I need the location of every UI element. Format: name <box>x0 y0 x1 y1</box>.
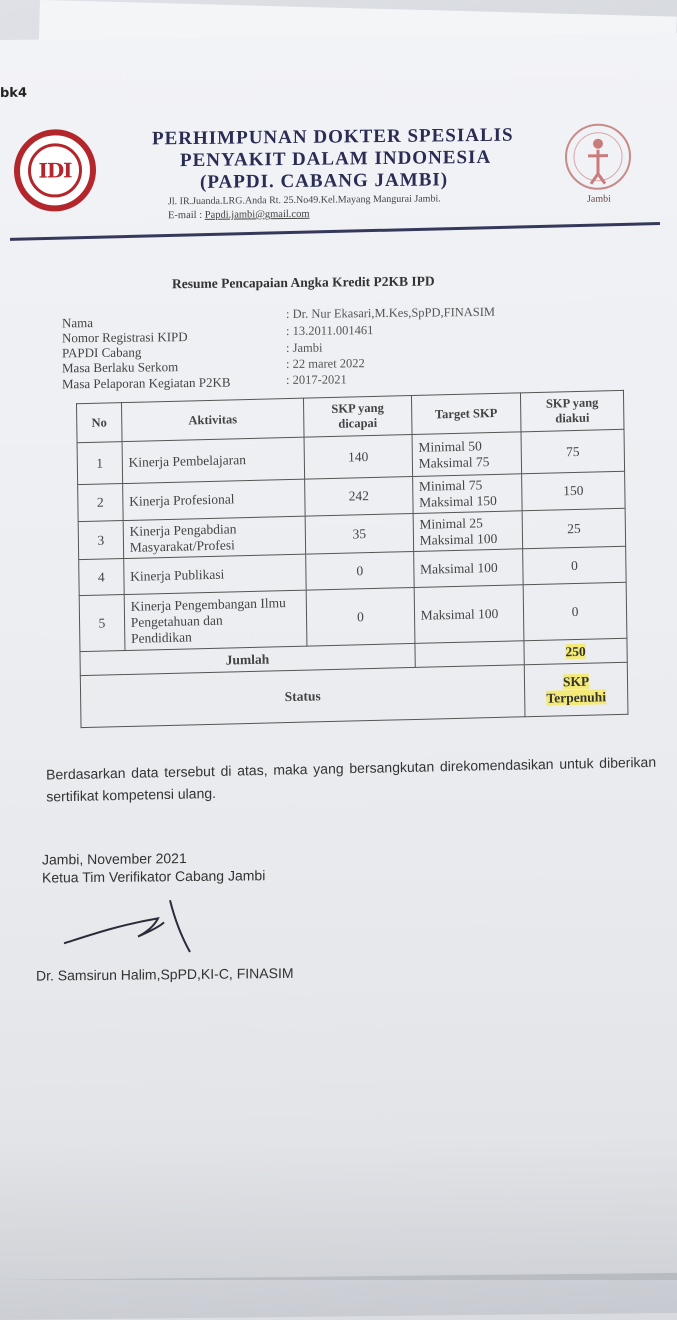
row-aktivitas: Kinerja Profesional <box>122 479 305 520</box>
signer-role: Ketua Tim Verifikator Cabang Jambi <box>42 867 266 886</box>
email-link[interactable]: Papdi.jambi@gmail.com <box>204 208 310 221</box>
papdi-seal-icon <box>555 121 641 192</box>
info-value-pelaporan: : 2017-2021 <box>286 372 347 388</box>
row-diakui: 0 <box>523 546 626 585</box>
row-dicapai: 242 <box>305 476 413 516</box>
info-value-kipd: : 13.2011.001461 <box>286 323 374 339</box>
corner-mark: bk4 <box>0 85 27 101</box>
row-target: Minimal 75 Maksimal 150 <box>412 474 522 514</box>
papdi-logo <box>555 121 641 208</box>
row-no: 4 <box>79 559 124 596</box>
row-diakui: 150 <box>522 471 625 511</box>
signature-scribble <box>60 896 200 959</box>
row-aktivitas: Kinerja Pengembangan Ilmu Pengetahuan dan Pendidikan <box>124 590 307 650</box>
idi-logo-text: IDI <box>38 158 72 183</box>
row-aktivitas: Kinerja Pengabdian Masyarakat/Profesi <box>123 516 306 558</box>
row-no: 5 <box>79 595 125 652</box>
row-dicapai: 0 <box>306 587 414 646</box>
org-email <box>168 209 310 221</box>
recommendation-text: Berdasarkan data tersebut di atas, maka yang bersangkutan direkomendasikan untuk diberikan sertifikat kompetensi ulang. <box>46 753 657 805</box>
row-diakui: 75 <box>521 429 625 474</box>
idi-logo <box>14 129 96 212</box>
row-dicapai: 140 <box>304 435 412 480</box>
logo-caption: Jambi <box>587 193 611 205</box>
signer-name: Dr. Samsirun Halim,SpPD,KI-C, FINASIM <box>36 964 294 984</box>
row-aktivitas: Kinerja Publikasi <box>123 554 306 594</box>
document-title: Resume Pencapaian Angka Kredit P2KB IPD <box>172 273 435 292</box>
email-label: E-mail : <box>168 209 203 222</box>
total-value: 250 <box>524 638 627 665</box>
row-dicapai: 0 <box>306 551 414 590</box>
row-target: Minimal 25 Maksimal 100 <box>413 511 523 552</box>
row-no: 2 <box>78 484 123 522</box>
document-page <box>0 33 677 1280</box>
row-target: Minimal 50 Maksimal 75 <box>412 432 522 477</box>
org-name-line3: (PAPDI. CABANG JAMBI) <box>200 169 449 193</box>
row-target: Maksimal 100 <box>413 549 523 588</box>
row-diakui: 0 <box>523 582 627 641</box>
header-dicapai: SKP yang dicapai <box>304 396 412 438</box>
info-value-nama: : Dr. Nur Ekasari,M.Kes,SpPD,FINASIM <box>286 304 496 322</box>
status-label: Status <box>80 665 525 728</box>
total-empty <box>415 641 525 668</box>
info-label-nama: Nama <box>62 315 94 331</box>
header-no: No <box>77 403 122 443</box>
page-shadow <box>0 1133 677 1320</box>
info-label-serkom: Masa Berlaku Serkom <box>62 359 179 376</box>
header-diakui: SKP yang diakui <box>520 390 624 432</box>
row-dicapai: 35 <box>305 513 413 554</box>
info-value-serkom: : 22 maret 2022 <box>286 356 365 372</box>
row-aktivitas: Kinerja Pembelajaran <box>122 437 305 483</box>
org-address: Jl. IR.Juanda.LRG.Anda Rt. 25.No49.Kel.Mayang Mangurai Jambi. <box>168 193 441 208</box>
info-value-cabang: : Jambi <box>286 340 323 356</box>
info-label-cabang: PAPDI Cabang <box>62 344 142 361</box>
skp-table <box>76 390 628 728</box>
info-label-kipd: Nomor Registrasi KIPD <box>62 329 188 346</box>
header-divider <box>10 222 660 241</box>
header-aktivitas: Aktivitas <box>121 398 304 441</box>
org-name-line2: PENYAKIT DALAM INDONESIA <box>180 146 492 172</box>
info-label-pelaporan: Masa Pelaporan Kegiatan P2KB <box>62 374 231 392</box>
row-no: 3 <box>78 521 123 560</box>
place-date: Jambi, November 2021 <box>42 850 187 868</box>
status-value: SKP Terpenuhi <box>524 662 628 717</box>
row-diakui: 25 <box>522 508 625 549</box>
row-target: Maksimal 100 <box>414 585 524 644</box>
total-label: Jumlah <box>80 643 415 675</box>
org-name-line1: PERHIMPUNAN DOKTER SPESIALIS <box>152 124 514 150</box>
header-target: Target SKP <box>411 393 521 435</box>
row-no: 1 <box>77 442 122 485</box>
